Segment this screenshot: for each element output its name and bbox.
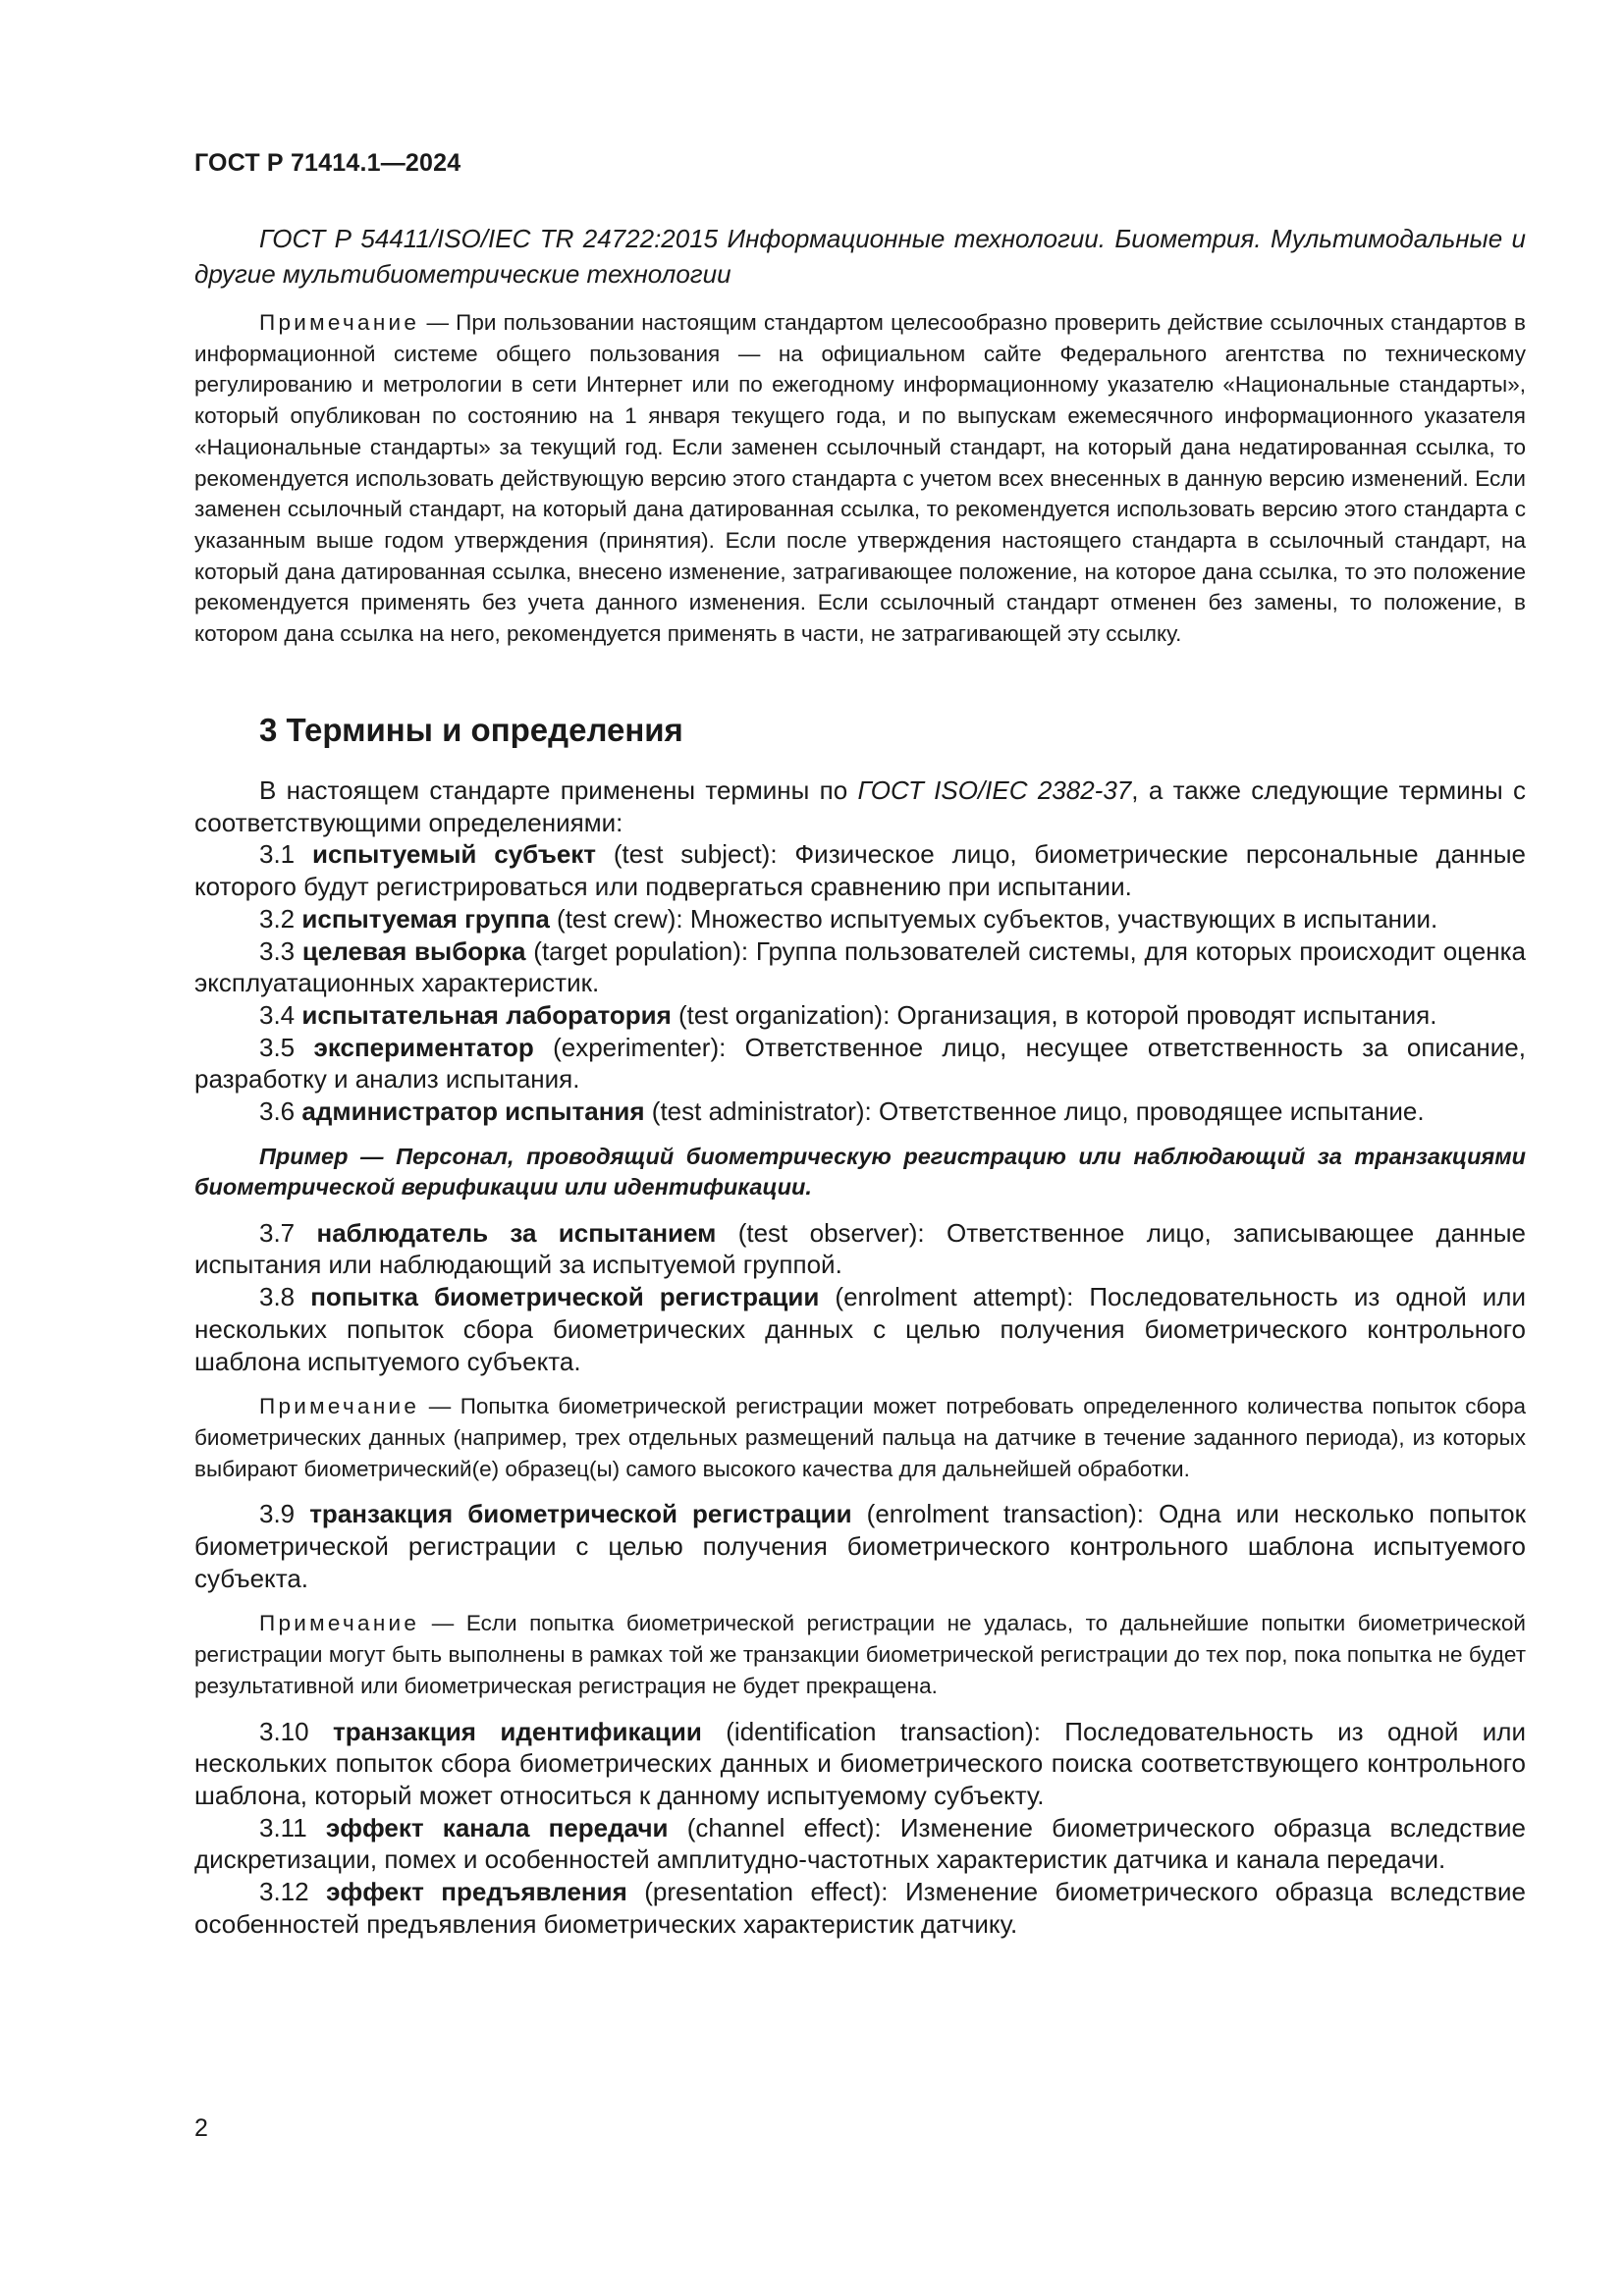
term-3-5: 3.5 экспериментатор (experimenter): Ответственное лицо, несущее ответственность за описание, разработку и анализ испытания. — [194, 1032, 1526, 1095]
note-3-9: Примечание — Если попытка биометрической регистрации не удалась, то дальнейшие попытки биометрической регистрации могут быть выполнены в рамках той же транзакции биометрической регистрации до тех пор, пока попытка не будет результативной или биометрическая регистрация не будет прекращена. — [194, 1611, 1526, 1698]
term-3-2: 3.2 испытуемая группа (test crew): Множество испытуемых субъектов, участвующих в испытании. — [259, 903, 1438, 934]
example-3-6: Пример — Персонал, проводящий биометрическую регистрацию или наблюдающий за транзакциями биометрической верификации или идентификации. — [194, 1143, 1526, 1201]
terms-body — [194, 774, 1526, 1941]
referenced-standard: ГОСТ Р 54411/ISO/IEC TR 24722:2015 Информационные технологии. Биометрия. Мультимодальные и другие мультибиометрические технологии — [194, 224, 1526, 289]
note-text: — При пользовании настоящим стандартом целесообразно проверить действие ссылочных стандартов в информационной системе общего пользования — на официальном сайте Федерального агентства по техническому регулированию и метрологии в сети Интернет или по ежегодному информационному указателю «Национальные стандарты», который опубликован по состоянию на 1 января текущего года, и по выпускам ежемесячного информационного указателя «Национальные стандарты» за текущий год. Если заменен ссылочный стандарт, на который дана недатированная ссылка, то рекомендуется использовать действующую версию этого стандарта с учетом всех внесенных в данную версию изменений. Если заменен ссылочный стандарт, на который дана датированная ссылка, то рекомендуется использовать версию этого стандарта с указанным выше годом утверждения (принятия). Если после утверждения настоящего стандарта в ссылочный стандарт, на который дана датированная ссылка, внесено изменение, затрагивающее положение, на которое дана ссылка, то это положение рекомендуется применять без учета данного изменения. Если ссылочный стандарт отменен без замены, то положение, в котором дана ссылка на него, рекомендуется применять в части, не затрагивающей эту ссылку. — [194, 310, 1526, 647]
term-3-3: 3.3 целевая выборка (target population): Группа пользователей системы, для которых происходит оценка эксплуатационных характеристик. — [194, 935, 1526, 998]
term-3-9: 3.9 транзакция биометрической регистрации (enrolment transaction): Одна или несколько попыток биометрической регистрации с целью получения биометрического контрольного шаблона испытуемого субъекта. — [194, 1499, 1527, 1593]
intro-reference: ГОСТ ISO/IEC 2382-37 — [857, 775, 1132, 805]
term-3-1: 3.1 испытуемый субъект (test subject): Физическое лицо, биометрические персональные данные которого будут регистрироваться или подвергаться сравнению при испытании. — [194, 839, 1526, 902]
term-3-7: 3.7 наблюдатель за испытанием (test observer): Ответственное лицо, записывающее данные испытания или наблюдающий за испытуемой группой. — [194, 1217, 1526, 1280]
note-referenced-standards — [194, 307, 1526, 650]
note-3-8: Примечание — Попытка биометрической регистрации может потребовать определенного количества попыток сбора биометрических данных (например, трех отдельных размещений пальца на датчике в течение заданного периода), из которых выбирают биометрический(е) образец(ы) самого высокого качества для дальнейшей обработки. — [194, 1394, 1526, 1481]
note-label: Примечание — [259, 310, 420, 335]
term-3-8: 3.8 попытка биометрической регистрации (enrolment attempt): Последовательность из одной или нескольких попыток сбора биометрических данных с целью получения биометрического контрольного шаблона испытуемого субъекта. — [194, 1282, 1526, 1376]
term-3-6: 3.6 администратор испытания (test administrator): Ответственное лицо, проводящее испытание. — [259, 1096, 1425, 1127]
section-title: 3 Термины и определения — [259, 712, 683, 748]
term-3-4: 3.4 испытательная лаборатория (test organization): Организация, в которой проводят испытания. — [259, 999, 1437, 1030]
section-intro: В настоящем стандарте применены термины по ГОСТ ISO/IEC 2382-37, а также следующие термины с соответствующими определениями: — [194, 775, 1526, 837]
document-code-header: ГОСТ Р 71414.1—2024 — [194, 149, 461, 177]
term-3-10: 3.10 транзакция идентификации (identification transaction): Последовательность из одной или нескольких попыток сбора биометрических данных и биометрического поиска соответствующего контрольного шаблона, который может относиться к данному испытуемому субъекту. — [194, 1716, 1526, 1810]
term-3-11: 3.11 эффект канала передачи (channel effect): Изменение биометрического образца вследствие дискретизации, помех и особенностей амплитудно-частотных характеристик датчика и канала передачи. — [194, 1812, 1526, 1875]
term-3-12: 3.12 эффект предъявления (presentation effect): Изменение биометрического образца вследствие особенностей предъявления биометрических характеристик датчику. — [194, 1877, 1526, 1939]
page-number: 2 — [194, 2114, 208, 2142]
